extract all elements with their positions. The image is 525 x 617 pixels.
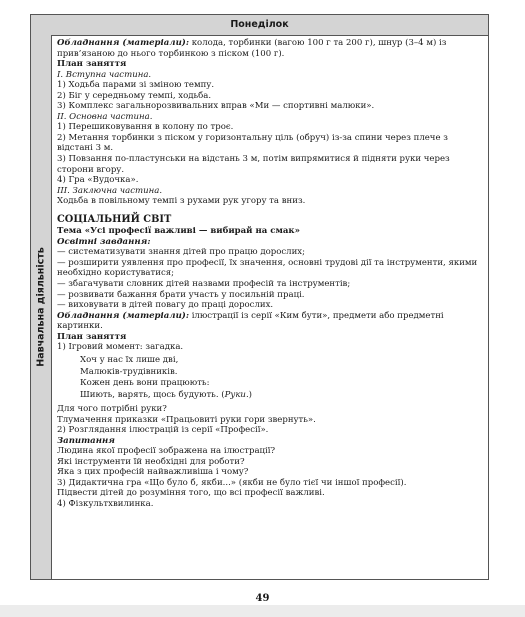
s2-item1: 1) Ігровий момент: загадка. [57,342,184,353]
riddle-poem [57,355,484,402]
s2-after-poem: 2) Розглядання ілюстрацій із серії «Професії». [57,425,269,436]
s2-equipment-text: ілюстрації із серії «Ким бути», предмети або предметні картинки. [57,310,444,332]
poem-line: Хоч у нас їх лише дві, [80,354,179,365]
s2-question: Які інструменти їй необхідні для роботи? [57,456,245,467]
s2-goal-item: — систематизувати знання дітей про працю дорослих; [57,247,305,258]
s1-equipment-label: Обладнання (матеріали): [57,38,189,48]
s1-equipment [57,38,484,59]
s2-goal-item: — розвивати бажання брати участь у посильній праці. [57,289,305,300]
s2-goal-item: — виховувати в дітей повагу до праці дорослих. [57,300,274,311]
s1-part3-text: Ходьба в повільному темпі з рухами рук угору та вниз. [57,196,306,207]
side-cell [31,35,52,579]
s1-part2-item: 1) Перешиковування в колону по троє. [57,122,234,133]
s1-part1-item: 3) Комплекс загальнорозвивальних вправ «Ми — спортивні малюки». [57,101,375,112]
s1-equipment-text: колода, торбинки (вагою 100 г та 200 г), шнур (3–4 м) із прив’язаною до нього торбинкою з піском (100 г). [57,38,447,59]
s2-equipment-label: Обладнання (матеріали): [57,310,189,321]
s1-part1-item: 2) Біг у середньому темпі, ходьба. [57,90,212,101]
side-label: Навчальна діяльність [35,247,47,367]
s2-goals-label: Освітні завдання: [57,236,151,247]
footer-bar [0,605,525,617]
s2-question: Підвести дітей до розуміння того, що всі професії важливі. [57,488,325,499]
s1-part2-item: 2) Метання торбинки з піском у горизонтальну ціль (обруч) із-за спини через плече з відстані 3 м. [57,132,448,154]
s2-question: Яка з цих професій найважливіша і чому? [57,467,249,478]
s2-equipment [57,311,484,332]
s1-part3-title: ІІІ. Заключна частина. [57,185,163,196]
s2-question: 3) Дидактична гра «Що було б, якби...» (якби не було тієї чи іншої професії). [57,477,407,488]
s1-part2-title: ІІ. Основна частина. [57,111,153,122]
s1-part1-title: І. Вступна частина. [57,69,152,80]
poem-line: Малюків-трудівників. [80,366,178,377]
lesson-content [57,38,484,579]
day-header: Понеділок [31,15,488,36]
poem-line-last [80,390,484,402]
s1-part2-item: 4) Гра «Вудочка». [57,175,139,186]
s1-part2-item: 3) Повзання по-пластунськи на відстань 3 м, потім випрямитися й підняти руки через сторони вгору. [57,154,450,175]
s2-goal-item: — збагачувати словник дітей назвами професій та інструментів; [57,279,351,290]
s1-part1-item: 1) Ходьба парами зі зміною темпу. [57,80,215,91]
s2-question: Людина якої професії зображена на ілюстрації? [57,446,276,457]
s2-goal-item: — розширити уявлення про професії, їх значення, основні трудові дії та інструменти, якими необхідно користуватися; [57,257,478,279]
s1-plan-title: План заняття [57,59,127,70]
poem-line: Кожен день вони працюють: [80,378,210,389]
s2-after-poem: Тлумачення приказки «Працьовиті руки гори звернуть». [57,414,316,425]
s2-questions-label: Запитання [57,435,115,446]
table-body-row [31,35,488,579]
poem-last-text: Шиють, варять, щось будують. ( [80,390,225,401]
s2-section-title: СОЦІАЛЬНИЙ СВІТ [57,213,172,225]
s2-after-poem: Для чого потрібні руки? [57,404,167,415]
s2-plan-title: План заняття [57,331,127,342]
s2-question: 4) Фізкультхвилинка. [57,498,154,509]
schedule-table [30,14,489,580]
poem-answer: Руки [224,390,246,401]
page-number: 49 [255,593,270,604]
poem-close: .) [245,390,252,401]
s2-topic: Тема «Усі професії важливі — вибирай на смак» [57,226,300,237]
